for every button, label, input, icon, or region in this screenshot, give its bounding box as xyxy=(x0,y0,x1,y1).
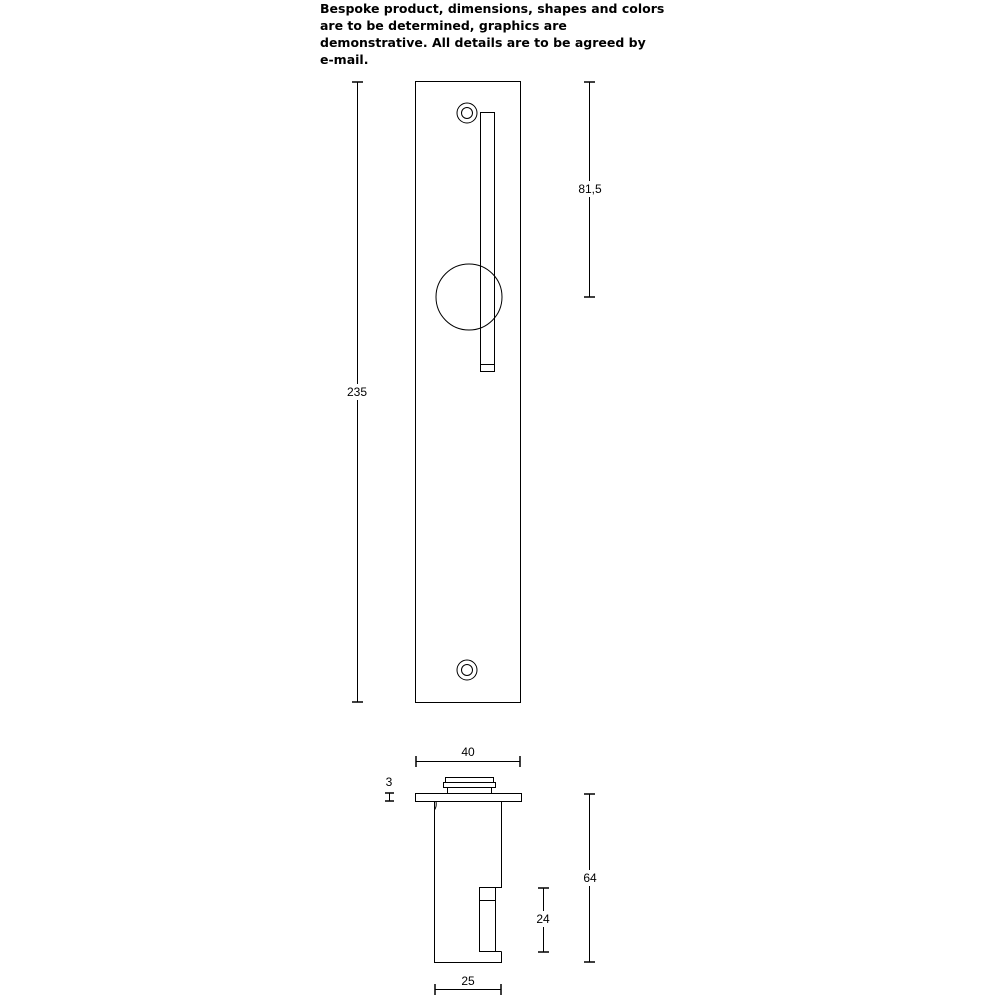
dim-24-label: 24 xyxy=(536,912,550,926)
plate-profile xyxy=(416,794,522,802)
dim-25-label: 25 xyxy=(461,974,475,988)
knob-cap xyxy=(446,778,494,783)
dim-40-label: 40 xyxy=(461,745,475,759)
note-line-2: are to be determined, graphics are xyxy=(320,18,567,33)
note-line-4: e-mail. xyxy=(320,52,369,67)
side-view xyxy=(416,778,522,963)
bottom-screw-icon xyxy=(457,660,477,680)
lock-body xyxy=(435,802,502,963)
dim-235-label: 235 xyxy=(346,385,368,399)
dimension-plate-thickness xyxy=(385,775,394,801)
dimension-handle-offset xyxy=(574,82,606,297)
dimension-depth xyxy=(578,794,602,962)
note-line-1: Bespoke product, dimensions, shapes and colors xyxy=(320,1,665,16)
dimension-total-height xyxy=(344,82,372,702)
top-screw-icon xyxy=(457,103,477,123)
dimension-lower xyxy=(532,888,556,952)
round-knob xyxy=(436,264,502,330)
dim-3-label: 3 xyxy=(385,775,393,789)
back-plate xyxy=(416,82,521,703)
dim-81-5-label: 81,5 xyxy=(578,182,602,196)
front-view xyxy=(416,82,521,703)
dimension-width xyxy=(416,745,520,767)
note-line-3: demonstrative. All details are to be agreed by xyxy=(320,35,646,50)
dimension-body-width xyxy=(435,974,501,995)
slider-bar xyxy=(481,113,495,372)
dim-64-label: 64 xyxy=(583,871,597,885)
